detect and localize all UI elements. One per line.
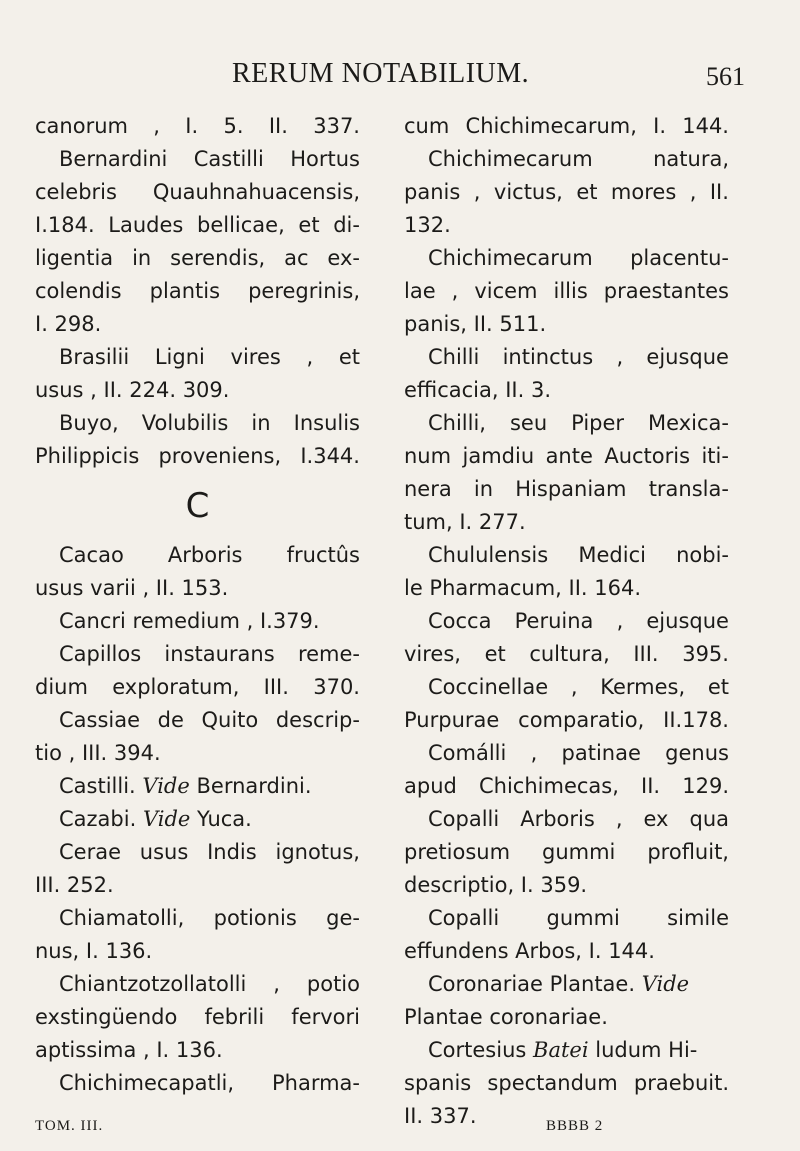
index-line: Chiantzotzollatolli , potio	[59, 972, 360, 996]
index-line: nus, I. 136.	[35, 939, 153, 963]
vide-reference: Vide	[142, 807, 191, 831]
entry-text: ludum Hi-	[595, 1038, 698, 1062]
index-line: effundens Arbos, I. 144.	[404, 939, 655, 963]
index-line: usus varii , II. 153.	[35, 576, 229, 600]
entry-text: Castilli.	[59, 774, 136, 798]
page-number: 561	[706, 62, 745, 91]
index-line: Bernardini Castilli Hortus	[59, 147, 360, 171]
index-line: tum, I. 277.	[404, 510, 526, 534]
index-line: Comálli , patinae genus	[428, 741, 729, 765]
index-line-cazabi	[35, 803, 360, 836]
cross-reference: Bernardini.	[196, 774, 312, 798]
entry-text: Cazabi.	[59, 807, 137, 831]
index-line: Cancri remedium , I.379.	[59, 609, 320, 633]
signature-mark: BBBB 2	[546, 1118, 604, 1134]
left-column	[35, 110, 360, 1100]
index-line: Copalli gummi simile	[428, 906, 729, 930]
index-line: usus , II. 224. 309.	[35, 378, 230, 402]
entry-text: Coronariae Plantae.	[428, 972, 636, 996]
index-line: panis , victus, et mores , II.	[404, 180, 729, 204]
index-line: dium exploratum, III. 370.	[35, 675, 360, 699]
index-line: Chululensis Medici nobi-	[428, 543, 729, 567]
vide-reference: Vide	[142, 774, 190, 798]
running-title: RERUM NOTABILIUM.	[232, 58, 530, 89]
index-line: lae , vicem illis praestantes	[404, 279, 729, 303]
index-line: tio , III. 394.	[35, 741, 161, 765]
index-line: aptissima , I. 136.	[35, 1038, 223, 1062]
index-line: colendis plantis peregrinis,	[35, 279, 360, 303]
index-line: Chichimecarum natura,	[428, 147, 729, 171]
page-footer	[0, 1118, 800, 1142]
index-line: 132.	[404, 213, 451, 237]
volume-label: TOM. III.	[35, 1118, 104, 1134]
index-line: Plantae coronariae.	[404, 1005, 608, 1029]
index-line: Chiamatolli, potionis ge-	[59, 906, 360, 930]
index-line: III. 252.	[35, 873, 114, 897]
index-line: panis, II. 511.	[404, 312, 547, 336]
index-line: canorum , I. 5. II. 337.	[35, 114, 360, 138]
index-line: II. 337.	[404, 1104, 477, 1128]
index-line: Copalli Arboris , ex qua	[428, 807, 729, 831]
index-line: I. 298.	[35, 312, 102, 336]
index-line: cum Chichimecarum, I. 144.	[404, 114, 729, 138]
index-line: efficacia, II. 3.	[404, 378, 552, 402]
index-line: pretiosum gummi profluit,	[404, 840, 729, 864]
index-line: Cacao Arboris fructûs	[59, 543, 360, 567]
section-letter: C	[185, 486, 210, 526]
index-line: Philippicis proveniens, I.344.	[35, 444, 360, 468]
index-line: Chichimecarum placentu-	[428, 246, 729, 270]
vide-reference: Vide	[641, 972, 690, 996]
italic-name: Batei	[533, 1038, 589, 1062]
index-line-coronariae	[404, 968, 729, 1001]
index-line: nera in Hispaniam transla-	[404, 477, 729, 501]
index-line: exstingüendo febrili fervori	[35, 1005, 360, 1029]
index-line: descriptio, I. 359.	[404, 873, 588, 897]
index-line: ligentia in serendis, ac ex-	[35, 246, 360, 270]
index-line: Coccinellae , Kermes, et	[428, 675, 729, 699]
index-line: vires, et cultura, III. 395.	[404, 642, 729, 666]
index-line: Cerae usus Indis ignotus,	[59, 840, 360, 864]
index-line: Chilli intinctus , ejusque	[428, 345, 729, 369]
index-line: num jamdiu ante Auctoris iti-	[404, 444, 729, 468]
cross-reference: Yuca.	[197, 807, 252, 831]
index-line: spanis spectandum praebuit.	[404, 1071, 729, 1095]
index-line-cortesius	[404, 1034, 729, 1067]
index-line: Brasilii Ligni vires , et	[59, 345, 360, 369]
right-column	[404, 110, 729, 1133]
running-header	[0, 58, 800, 98]
index-line: Chilli, seu Piper Mexica-	[428, 411, 729, 435]
index-line: apud Chichimecas, II. 129.	[404, 774, 729, 798]
index-line: I.184. Laudes bellicae, et di-	[35, 213, 360, 237]
index-line: Purpurae comparatio, II.178.	[404, 708, 729, 732]
entry-text: Cortesius	[428, 1038, 527, 1062]
index-line: Cassiae de Quito descrip-	[59, 708, 360, 732]
index-line: Cocca Peruina , ejusque	[428, 609, 729, 633]
index-line-castilli	[35, 770, 360, 803]
index-line: Capillos instaurans reme-	[59, 642, 360, 666]
index-line: Buyo, Volubilis in Insulis	[59, 411, 360, 435]
index-line: le Pharmacum, II. 164.	[404, 576, 642, 600]
index-line: celebris Quauhnahuacensis,	[35, 180, 360, 204]
index-line: Chichimecapatli, Pharma-	[59, 1071, 360, 1095]
